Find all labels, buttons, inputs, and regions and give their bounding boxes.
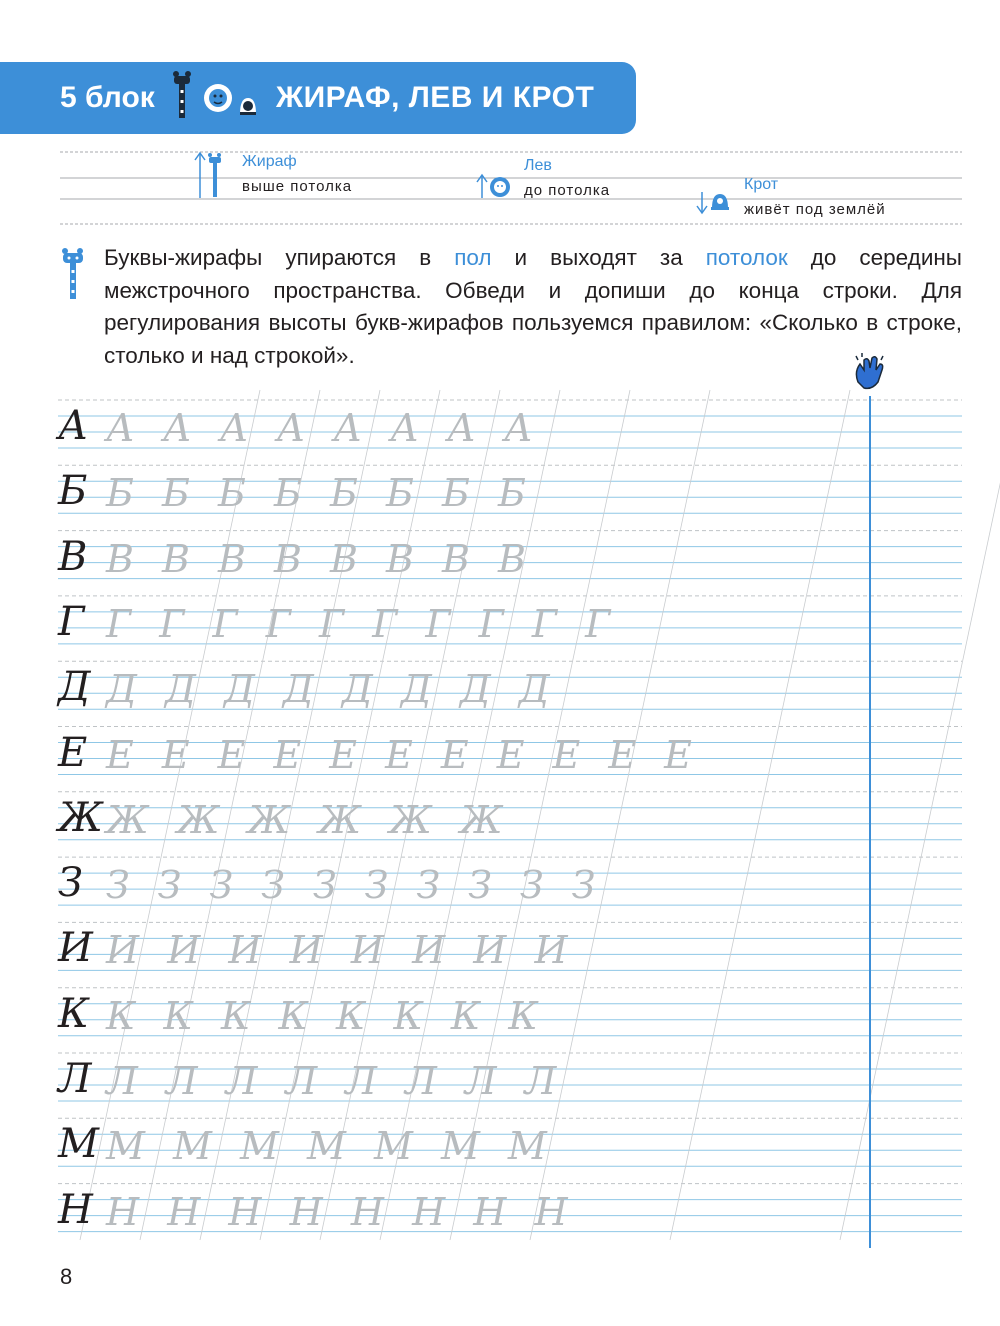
trace-letters[interactable]: И И И И И И И И [106, 928, 576, 973]
mole-icon [711, 194, 729, 210]
model-letter: Л [58, 1056, 92, 1102]
block-title: ЖИРАФ, ЛЕВ И КРОТ [276, 81, 595, 114]
legend-lion-desc: до потолка [524, 182, 611, 199]
model-letter: Ж [58, 794, 103, 841]
legend-lion-name: Лев [524, 157, 552, 174]
block-header-banner [0, 62, 636, 134]
model-letter: З [58, 860, 83, 907]
letter-row [0, 459, 1000, 525]
page-number: 8 [60, 1264, 73, 1289]
legend-giraffe-name: Жираф [242, 153, 297, 170]
up-arrow-icon [195, 153, 205, 198]
trace-letters[interactable]: Л Л Л Л Л Л Л Л [106, 1059, 565, 1103]
legend-mole-desc: живёт под землёй [744, 201, 886, 218]
instruction-text [104, 242, 962, 372]
letter-row [0, 786, 1000, 852]
ceiling-word: потолок [705, 245, 788, 270]
model-letter: М [58, 1121, 99, 1168]
letter-row [0, 655, 1000, 721]
letter-row [0, 721, 1000, 787]
legend-giraffe-desc: выше потолка [242, 178, 353, 195]
legend-mole-name: Крот [744, 176, 779, 193]
model-letter: Д [58, 664, 91, 711]
header-icons [168, 68, 268, 128]
model-letter: В [58, 533, 88, 580]
model-letter: К [58, 990, 89, 1037]
letter-row [0, 1047, 1000, 1113]
lion-icon [204, 84, 232, 112]
floor-word: пол [454, 245, 492, 270]
trace-letters[interactable]: М М М М М М М [106, 1124, 555, 1169]
letter-row [0, 851, 1000, 917]
letter-row [0, 1112, 1000, 1178]
trace-letters[interactable]: Н Н Н Н Н Н Н Н [106, 1189, 576, 1234]
letter-row [0, 525, 1000, 591]
model-letter: И [58, 925, 93, 972]
trace-letters[interactable]: Г Г Г Г Г Г Г Г Г Г [106, 601, 619, 646]
letter-row [0, 394, 1000, 460]
model-letter: Н [58, 1186, 93, 1233]
trace-letters[interactable]: З З З З З З З З З З [106, 863, 604, 908]
letter-row [0, 982, 1000, 1048]
trace-letters[interactable]: Д Д Д Д Д Д Д Д [106, 667, 558, 712]
letter-row [0, 916, 1000, 982]
mole-icon [240, 98, 256, 115]
block-label: 5 блок [60, 81, 155, 114]
instruction-part: Буквы-жирафы упираются в [104, 245, 455, 270]
giraffe-icon [173, 71, 191, 118]
giraffe-icon [208, 153, 221, 197]
legend [60, 148, 962, 228]
model-letter: Г [58, 598, 85, 645]
model-letter: А [58, 403, 89, 449]
lion-icon [490, 177, 510, 197]
model-letter: Б [58, 468, 88, 515]
letter-row [0, 1178, 1000, 1244]
letter-row [0, 590, 1000, 656]
trace-letters[interactable]: К К К К К К К К [106, 993, 546, 1038]
trace-letters[interactable]: А А А А А А А А [106, 406, 541, 450]
trace-letters[interactable]: В В В В В В В В [106, 536, 534, 581]
instruction-part: до середины межстрочного пространства. Обведи и допиши до конца строки. Для регулирования высоты букв-жирафов пользуемся правилом: «Сколько в строке, столько и над строкой». [104, 245, 962, 368]
model-letter: Е [58, 729, 88, 776]
trace-letters[interactable]: Б Б Б Б Б Б Б Б [106, 471, 534, 516]
down-arrow-icon [697, 192, 707, 213]
trace-letters[interactable]: Е Е Е Е Е Е Е Е Е Е Е [106, 732, 700, 777]
giraffe-icon [58, 246, 88, 302]
trace-letters[interactable]: Ж Ж Ж Ж Ж Ж [106, 797, 511, 842]
instruction-part: и выходят за [491, 245, 706, 270]
